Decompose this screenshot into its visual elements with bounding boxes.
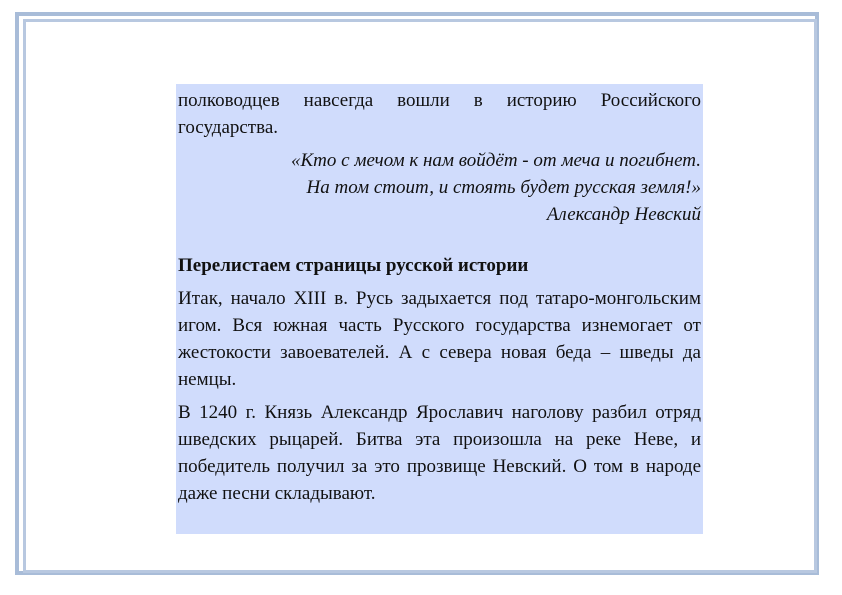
- text-box: [176, 84, 703, 534]
- section-heading: Перелистаем страницы русской истории: [178, 255, 529, 276]
- quote-author: Александр Невский: [546, 204, 701, 225]
- quote-line-2: На том стоит, и стоять будет русская земля!»: [306, 177, 701, 198]
- paragraph-1: Итак, начало XIII в. Русь задыхается под татаро-монгольским игом. Вся южная часть Русского государства изнемогает от жестокости завоевателей. А с севера новая беда – шведы да немцы.: [178, 288, 701, 390]
- quote-block: [178, 147, 701, 228]
- quote-line-1: «Кто с мечом к нам войдёт - от меча и погибнет.: [291, 150, 701, 171]
- paragraph-2: В 1240 г. Князь Александр Ярославич наголову разбил отряд шведских рыцарей. Битва эта произошла на реке Неве, и победитель получил за это прозвище Невский. О том в народе даже песни складывают.: [178, 402, 701, 504]
- intro-paragraph: полководцев навсегда вошли в историю Российского государства.: [178, 90, 701, 138]
